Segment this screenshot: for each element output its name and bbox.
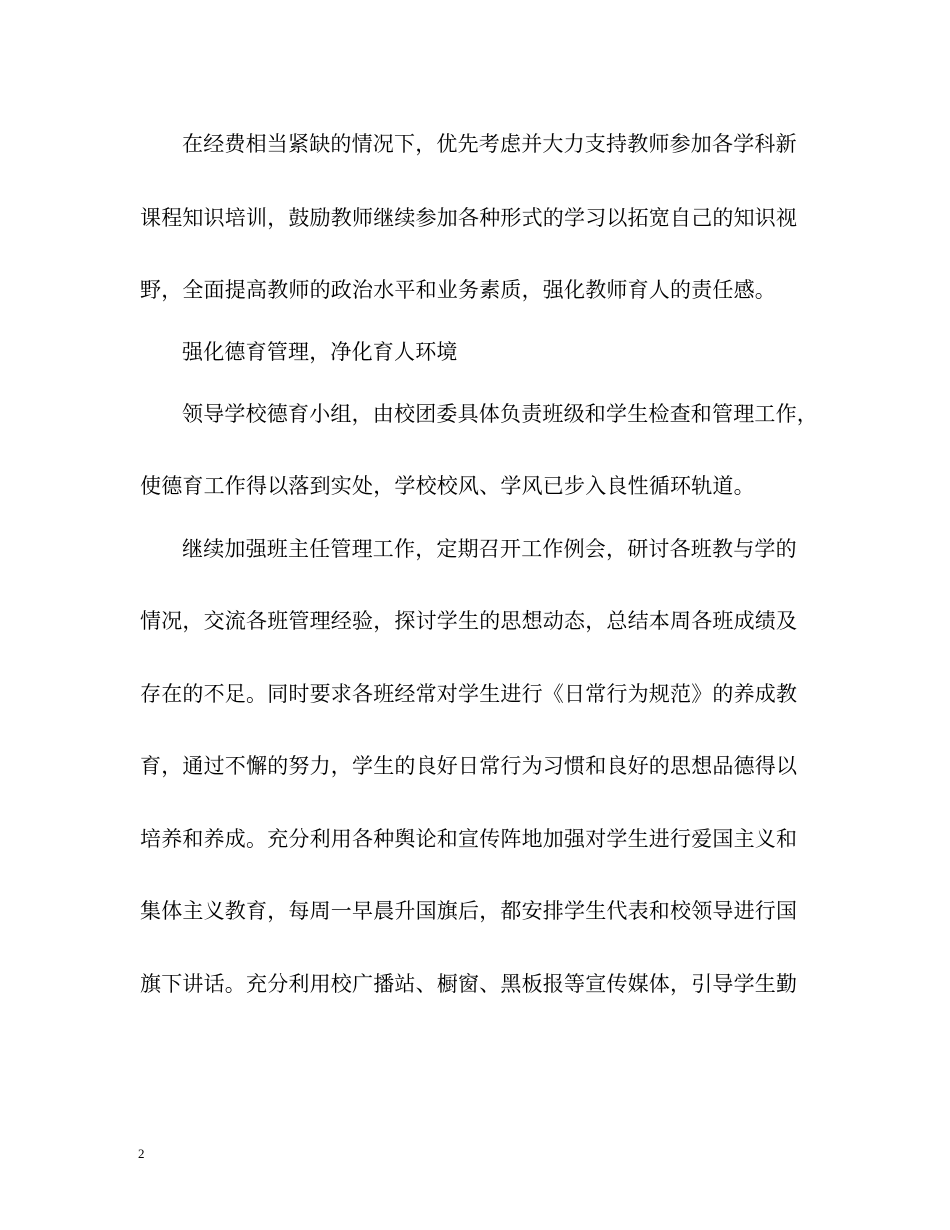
paragraph-3-line-5: 培养和养成。充分利用各种舆论和宣传阵地加强对学生进行爱国主义和 — [140, 827, 798, 851]
paragraph-2-line-2: 使德育工作得以落到实处，学校校风、学风已步入良性循环轨道。 — [140, 474, 755, 498]
paragraph-3-line-4: 育，通过不懈的努力，学生的良好日常行为习惯和良好的思想品德得以 — [140, 754, 798, 778]
section-heading: 强化德育管理，净化育人环境 — [182, 340, 458, 364]
paragraph-1-line-1: 在经费相当紧缺的情况下，优先考虑并大力支持教师参加各学科新 — [182, 132, 797, 156]
paragraph-1-line-2: 课程知识培训，鼓励教师继续参加各种形式的学习以拓宽自己的知识视 — [140, 206, 798, 230]
paragraph-3-line-2: 情况，交流各班管理经验，探讨学生的思想动态，总结本周各班成绩及 — [140, 609, 798, 633]
paragraph-2-line-1: 领导学校德育小组，由校团委具体负责班级和学生检查和管理工作， — [182, 402, 818, 426]
paragraph-1-line-3: 野，全面提高教师的政治水平和业务素质，强化教师育人的责任感。 — [140, 278, 776, 302]
paragraph-3-line-3: 存在的不足。同时要求各班经常对学生进行《日常行为规范》的养成教 — [140, 682, 798, 706]
paragraph-3-line-1: 继续加强班主任管理工作，定期召开工作例会，研讨各班教与学的 — [182, 537, 797, 561]
page-number: 2 — [138, 1146, 145, 1161]
paragraph-3-line-6: 集体主义教育，每周一早晨升国旗后，都安排学生代表和校领导进行国 — [140, 899, 798, 923]
paragraph-3-line-7: 旗下讲话。充分利用校广播站、橱窗、黑板报等宣传媒体，引导学生勤 — [140, 972, 798, 996]
